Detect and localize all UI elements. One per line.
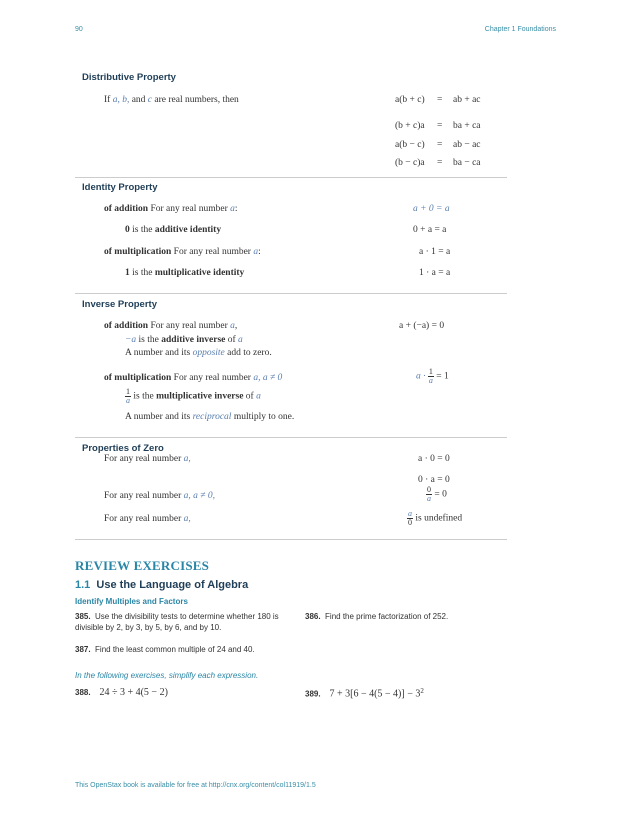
distributive-rhs-2: ba + ca	[453, 121, 481, 131]
identity-multiplication: of multiplication For any real number a:	[104, 247, 261, 257]
additive-identity-eq: 0 + a = a	[413, 225, 447, 235]
exercise-385: 385. Use the divisibility tests to determine whether 180 is divisible by 2, by 3, by 5, by 6, and by 10.	[75, 612, 279, 632]
identity-multiplication-eq: a · 1 = a	[419, 247, 451, 257]
zero-row-2-eq: 0 · a = 0	[418, 475, 450, 485]
distributive-rhs-1: ab + ac	[453, 95, 481, 105]
exercise-387: 387. Find the least common multiple of 24 and 40.	[75, 645, 255, 654]
divider	[75, 539, 507, 540]
distributive-eq-2: =	[437, 121, 443, 131]
subsection-heading: Identify Multiples and Factors	[75, 597, 188, 606]
identity-addition-eq: a + 0 = a	[413, 204, 450, 214]
additive-inverse-line: −a is the additive inverse of a	[125, 335, 243, 345]
additive-identity-line: 0 is the additive identity	[125, 225, 222, 235]
inverse-title: Inverse Property	[82, 299, 157, 310]
distributive-rhs-3: ab − ac	[453, 140, 481, 150]
exercise-386: 386. Find the prime factorization of 252.	[305, 612, 449, 621]
zero-row-4: For any real number a,	[104, 514, 191, 524]
inverse-addition-eq: a + (−a) = 0	[399, 321, 445, 331]
zero-row-4-eq: $\frac{a}{0}$ is undefined	[408, 509, 463, 527]
identity-addition: of addition For any real number a:	[104, 204, 238, 214]
zero-row-1-eq: a · 0 = 0	[418, 454, 450, 464]
identity-title: Identity Property	[82, 182, 158, 193]
zero-title: Properties of Zero	[82, 443, 164, 454]
review-heading: REVIEW EXERCISES	[75, 558, 210, 573]
chapter-title: Chapter 1 Foundations	[484, 26, 556, 33]
section-heading: 1.1 Use the Language of Algebra	[75, 579, 249, 591]
distributive-eq-3: =	[437, 140, 443, 150]
multiplicative-inverse-line: $\frac{1}{a}$ is the multiplicative inverse of a	[126, 387, 261, 405]
distributive-lhs-4: (b − c)a	[395, 158, 425, 168]
opposite-line: A number and its opposite add to zero.	[125, 348, 272, 358]
exercise-389: 389. $7 + 3[6 - 4(5 - 4)] - 3^2$	[305, 687, 424, 700]
distributive-title: Distributive Property	[82, 72, 176, 83]
distributive-rhs-4: ba − ca	[453, 158, 481, 168]
exercise-388: 388. 24 ÷ 3 + 4(5 − 2)	[75, 687, 168, 698]
footer-text: This OpenStax book is available for free at http://cnx.org/content/col11919/1.5	[75, 782, 316, 789]
multiplicative-identity-eq: 1 · a = a	[419, 268, 451, 278]
divider	[75, 293, 507, 294]
divider	[75, 437, 507, 438]
zero-row-3: For any real number a, a ≠ 0,	[104, 491, 216, 501]
zero-row-3-eq: $\frac{0}{a}$ = 0	[427, 485, 447, 503]
distributive-intro: If a, b, and c are real numbers, then	[104, 95, 239, 105]
divider	[75, 177, 507, 178]
instruction-text: In the following exercises, simplify each expression.	[75, 671, 259, 680]
multiplicative-identity-line: 1 is the multiplicative identity	[125, 268, 245, 278]
zero-row-1: For any real number a,	[104, 454, 191, 464]
distributive-lhs-1: a(b + c)	[395, 95, 425, 105]
reciprocal-line: A number and its reciprocal multiply to one.	[125, 412, 295, 422]
inverse-multiplication: of multiplication For any real number a, a ≠ 0	[104, 373, 283, 383]
distributive-eq-4: =	[437, 158, 443, 168]
distributive-lhs-3: a(b − c)	[395, 140, 425, 150]
page-number: 90	[75, 26, 83, 33]
inverse-multiplication-eq: a · $\frac{1}{a}$ = 1	[416, 367, 449, 385]
distributive-lhs-2: (b + c)a	[395, 121, 425, 131]
distributive-eq-1: =	[437, 95, 443, 105]
inverse-addition: of addition For any real number a,	[104, 321, 238, 331]
